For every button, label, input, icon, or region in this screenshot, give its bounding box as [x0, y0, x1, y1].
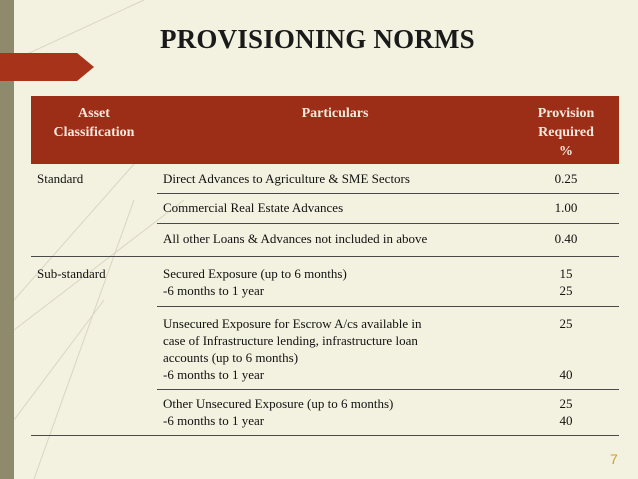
- title-arrow-accent: [0, 53, 94, 81]
- provisioning-table: [31, 96, 619, 436]
- spacer: [519, 332, 613, 349]
- header-provision-required: [513, 96, 619, 164]
- header-particulars: Particulars: [157, 96, 513, 164]
- cell-particulars: [157, 257, 513, 307]
- header-provision-line1: Provision: [537, 106, 595, 121]
- cell-particulars: [157, 224, 513, 257]
- particulars-line: Direct Advances to Agriculture & SME Sectors: [163, 171, 410, 186]
- slide-title: PROVISIONING NORMS: [160, 24, 475, 54]
- cell-particulars: [157, 307, 513, 390]
- particulars-line: -6 months to 1 year: [163, 283, 265, 298]
- cell-classification: [31, 224, 157, 257]
- particulars-line: Unsecured Exposure for Escrow A/cs available in: [163, 316, 422, 331]
- cell-provision: [513, 224, 619, 257]
- provision-value: 40: [559, 367, 573, 382]
- particulars-line: All other Loans & Advances not included in above: [163, 231, 428, 246]
- particulars-line: Secured Exposure (up to 6 months): [163, 266, 347, 281]
- cell-classification: Standard: [37, 171, 84, 186]
- header-provision-line3: %: [559, 144, 573, 159]
- particulars-line: case of Infrastructure lending, infrastructure loan: [163, 333, 418, 348]
- header-asset-line1: Asset: [78, 106, 110, 121]
- page-number: 7: [610, 451, 618, 467]
- cell-particulars: [157, 194, 513, 224]
- provision-value: 1.00: [554, 200, 578, 215]
- cell-classification: [31, 307, 157, 390]
- provision-value: 40: [559, 413, 573, 428]
- cell-provision: [513, 307, 619, 390]
- provision-value: 25: [559, 283, 573, 298]
- header-asset-line2: Classification: [53, 125, 135, 140]
- cell-provision: [513, 194, 619, 224]
- cell-provision: [513, 390, 619, 436]
- cell-provision: [513, 164, 619, 194]
- header-asset-classification: [31, 96, 157, 164]
- particulars-line: Commercial Real Estate Advances: [163, 200, 344, 215]
- particulars-line: -6 months to 1 year: [163, 367, 265, 382]
- table-row: [31, 194, 619, 224]
- provision-value: 25: [559, 316, 573, 331]
- cell-classification: Sub-standard: [37, 266, 106, 281]
- spacer: [519, 349, 613, 366]
- table-row: [31, 390, 619, 436]
- particulars-line: accounts (up to 6 months): [163, 350, 299, 365]
- cell-particulars: [157, 390, 513, 436]
- provision-value: 25: [559, 396, 573, 411]
- table-row: [31, 224, 619, 257]
- table-row: [31, 257, 619, 307]
- cell-classification: [31, 390, 157, 436]
- particulars-line: -6 months to 1 year: [163, 413, 265, 428]
- provision-value: 0.40: [554, 231, 578, 246]
- table-row: [31, 164, 619, 194]
- cell-classification: [31, 194, 157, 224]
- table-header-row: [31, 96, 619, 164]
- provision-value: 15: [559, 266, 573, 281]
- cell-provision: [513, 257, 619, 307]
- header-provision-line2: Required: [538, 125, 594, 140]
- particulars-line: Other Unsecured Exposure (up to 6 months): [163, 396, 394, 411]
- provision-value: 0.25: [554, 171, 578, 186]
- cell-particulars: [157, 164, 513, 194]
- table-row: [31, 307, 619, 390]
